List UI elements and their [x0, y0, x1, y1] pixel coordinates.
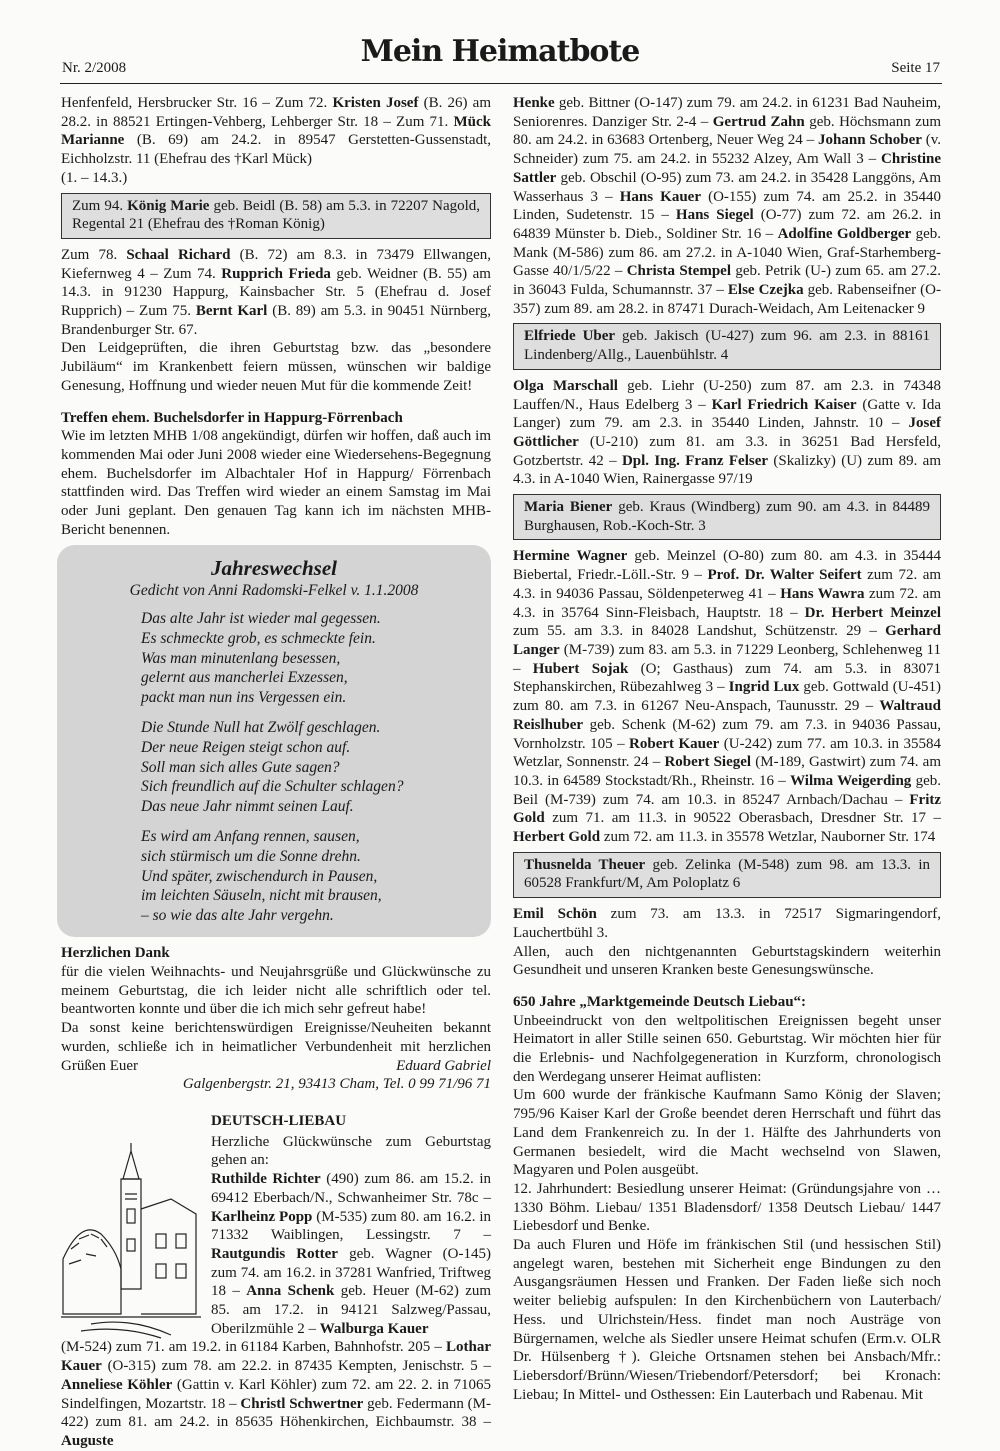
- highlight-box-uber: Elfriede Uber geb. Jakisch (U-427) zum 96. am 2.3. in 88161 Lindenberg/Allg., Lauenbühlstr. 4: [513, 323, 941, 369]
- header-rule: [60, 83, 942, 84]
- signature-name: Eduard Gabriel: [396, 1057, 491, 1074]
- highlight-box-biener: Maria Biener geb. Kraus (Windberg) zum 90. am 4.3. in 84489 Burghausen, Rob.-Koch-Str. 3: [513, 494, 941, 540]
- closing-paragraph: Da sonst keine berichtenswürdigen Ereignisse/Neuheiten bekannt wurden, schließe ich in heimatlicher Verbundenheit mit herzlichen Grüßen Euer: [61, 1020, 491, 1074]
- section-heading-deutsch-liebau: DEUTSCH-LIEBAU: [211, 1113, 347, 1130]
- wishes-paragraph: Den Leidgeprüften, die ihren Geburtstag bzw. das „besondere Jubiläum“ im Krankenbett feiern müssen, wünschen wir baldige Genesung, Hoffnung und wieder neuen Mut für die kommende Zeit!: [61, 340, 491, 394]
- birthday-list-continued: Henfenfeld, Hersbrucker Str. 16 – Zum 72. Kristen Josef (B. 26) am 28.2. in 88521 Ertingen-Vehberg, Lehberger Str. 18 – Zum 71. Mück Marianne (B. 69) am 24.2. in 89547 Gerstetten-Gussenstadt, Eichholzstr. 11 (Ehefrau des †Karl Mück) (1. – 14.3.): [61, 95, 492, 186]
- highlight-box-koenig: Zum 94. König Marie geb. Beidl (B. 58) am 5.3. in 72207 Nagold, Regental 21 (Ehefrau des †Roman König): [61, 193, 491, 239]
- anniversary-paragraph-4: Da auch Fluren und Höfe im fränkischen Stil (und hessischen Stil) angelegt waren, bestehen mit Sicherheit enge Bindungen zu den Ausgangsräumen Hessen und Franken. Der Faden ließe sich noch weiter beliebig aufspulen: In den Kirchenbüchern von Lauterbach/ Hess. und Ulrichstein/Hess. findet man noch Austräge von Bürgernamen, welche als Siedler unsere Heimat schufen (Erm.v. OLR Dr. Hülsenberg †). Gleiche Ortsnamen stehen bei Ansbach/Mfr.: Liebersdorf/Brünn/Wiesen/Triebendorf/Petersdorf; bei Kronach: Liebau; In Mittel- und Osthessen: Ein Lauterbach und Rabenau. Mit: [513, 1237, 941, 1403]
- deutsch-liebau-list: (M-524) zum 71. am 19.2. in 61184 Karben, Bahnhofstr. 205 – Lothar Kauer (O-315) zum 78. am 22.2. in 87435 Kempten, Jenischstr. 5 – Anneliese Köhler (Gattin v. Karl Köhler) zum 72. am 22. 2. in 71065 Sindelfingen, Mozartstr. 18 – Christl Schwertner geb. Federmann (M-422) zum 81. am 24.2. in 85635 Höhenkirchen, Eichbaumstr. 38 – Auguste: [61, 1339, 492, 1449]
- thanks-paragraph: für die vielen Weihnachts- und Neujahrsgrüße und Glückwünsche zu meinem Geburtstag, die ich leider nicht alle schriftlich oder tel. beantworten konnte und über die ich mich sehr gefreut habe!: [61, 964, 491, 1018]
- poem-title: Jahreswechsel: [211, 556, 337, 581]
- meeting-heading: Treffen ehem. Buchelsdorfer in Happurg-Förrenbach: [61, 409, 403, 426]
- left-column: [61, 94, 491, 1451]
- issue-number: Nr. 2/2008: [62, 60, 127, 76]
- anniversary-heading: 650 Jahre „Marktgemeinde Deutsch Liebau“:: [513, 993, 807, 1010]
- poem-stanza-3: Es wird am Anfang rennen, sausen, sich stürmisch um die Sonne drehn. Und später, zwischendurch in Pausen, im leichten Säuseln, nicht mit brausen, – so wie das alte Jahr vergehn.: [141, 828, 382, 924]
- highlight-box-theuer: Thusnelda Theuer geb. Zelinka (M-548) zum 98. am 13.3. in 60528 Frankfurt/M, Am Poloplatz 6: [513, 852, 941, 898]
- anniversary-paragraph-2: Um 600 wurde der fränkische Kaufmann Samo König der Slaven; 795/96 Kaiser Karl der Große beendet deren Herrschaft und führt das Land dem Frankenreich zu. In der 1. Hälfte des Jahrhunderts von Germanen besiedelt, wird die Macht wechselnd von Slawen, Magyaren und Polen ausgeübt.: [513, 1087, 941, 1179]
- birthday-list-march-c: Emil Schön zum 73. am 13.3. in 72517 Sigmaringendorf, Lauchertbühl 3.: [513, 906, 941, 941]
- church-sketch-illustration: [61, 1139, 201, 1339]
- signature-address: Galgenbergstr. 21, 93413 Cham, Tel. 0 99 71/96 71: [182, 1076, 491, 1093]
- poem-stanza-1: Das alte Jahr ist wieder mal gegessen. Es schmeckte grob, es schmeckte fein. Was man minutenlang besessen, gelernt aus mancherlei Exzessen, packt man nun ins Vergessen ein.: [141, 610, 381, 706]
- poem-subtitle: Gedicht von Anni Radomski-Felkel v. 1.1.2008: [129, 582, 419, 600]
- general-wishes: Allen, auch den nichtgenannten Geburtstagskindern weiterhin Gesundheit und unseren Kranken beste Genesungswünsche.: [513, 943, 941, 979]
- birthday-list-march: Zum 78. Schaal Richard (B. 72) am 8.3. in 73479 Ellwangen, Kiefernweg 4 – Zum 74. Rupprich Frieda geb. Weidner (B. 55) am 14.3. in 91230 Happurg, Kainsbacher Str. 5 (Ehefrau d. Josef Rupprich) – Zum 75. Bernt Karl (B. 89) am 5.3. in 90451 Nürnberg, Brandenburger Str. 67.: [61, 246, 492, 338]
- birthday-list-march-b: Hermine Wagner geb. Meinzel (O-80) zum 80. am 4.3. in 35444 Biebertal, Friedr.-Löll.-Str. 9 – Prof. Dr. Walter Seifert zum 72. am 4.3. in 94036 Passau, Söldenpeterweg 41 – Hans Wawra zum 72. am 4.3. in 35764 Sinn-Fleisbach, Hauptstr. 18 – Dr. Herbert Meinzel zum 55. am 3.3. in 84028 Landshut, Schützenstr. 29 – Gerhard Langer (M-739) zum 83. am 5.3. in 71229 Leonberg, Schlehenweg 11 – Hubert Sojak (O; Gasthaus) zum 74. am 5.3. in 83071 Stephanskirchen, Rübezahlweg 3 – Ingrid Lux geb. Gottwald (U-451) zum 80. am 7.3. in 61267 Neu-Anspach, Taunusstr. 29 – Waltraud Reislhuber geb. Schenk (M-62) zum 79. am 7.3. in 94036 Passau, Vornholzstr. 105 – Robert Kauer (U-242) zum 77. am 10.3. in 35584 Wetzlar, Sonnenstr. 24 – Robert Siegel (M-189, Gastwirt) zum 74. am 10.3. in 64589 Stockstadt/Rh., Rheinstr. 16 – Wilma Weigerding geb. Beil (M-739) zum 74. am 10.3. in 85247 Arnbach/Dachau – Fritz Gold zum 71. am 11.3. in 90522 Oberasbach, Dresdner Str. 17 – Herbert Gold zum 72. am 11.3. in 35578 Wetzlar, Nauborner Str. 174: [513, 548, 942, 846]
- page-number: Seite 17: [891, 60, 940, 76]
- anniversary-paragraph-3: 12. Jahrhundert: Besiedlung unserer Heimat: (Gründungsjahre von … 1330 Böhm. Liebau/ 1351 Bladensdorf/ 1358 Deutsch Liebau/ 1447 Liebesdorf und Benke.: [513, 1180, 941, 1235]
- anniversary-paragraph-1: Unbeeindruckt von den weltpolitischen Ereignissen begeht unser Heimatort in aller Stille seinen 650. Geburtstag. Wir möchten hier für die Erlebnis- und Nachfolgegeneration in Kurzform, chronologisch den Werdegang unserer Heimat auflisten:: [513, 1012, 941, 1085]
- thanks-heading: Herzlichen Dank: [61, 945, 170, 962]
- newspaper-title: Mein Heimatbote: [360, 34, 640, 69]
- right-column: [513, 94, 941, 1404]
- birthday-list-february: Henke geb. Bittner (O-147) zum 79. am 24.2. in 61231 Bad Nauheim, Seniorenres. Danziger Str. 2-4 – Gertrud Zahn geb. Höchsmann zum 80. am 24.2. in 63683 Ortenberg, Neuer Weg 24 – Johann Schober (v. Schneider) zum 75. am 24.2. in 55232 Alzey, Am Wall 3 – Christine Sattler geb. Obschil (O-95) zum 73. am 24.2. in 35428 Langgöns, Am Wasserhaus 3 – Hans Kauer (O-155) zum 74. am 25.2. in 35440 Linden, Sudetenstr. 15 – Hans Siegel (O-77) zum 72. am 26.2. in 64839 Münster b. Dieb., Soldiner Str. 16 – Adolfine Goldberger geb. Mank (M-586) zum 86. am 27.2. in A-1040 Wien, Graf-Starhemberg-Gasse 40/1/5/22 – Christa Stempel geb. Petrik (U-) zum 65. am 27.2. in 36043 Fulda, Schumannstr. 37 – Else Czejka geb. Rabenseifner (O-357) zum 89. am 28.2. in 87471 Durach-Weidach, Am Leitenacker 9: [513, 95, 942, 317]
- deutsch-liebau-intro: Herzliche Glückwünsche zum Geburtstag gehen an: Ruthilde Richter (490) zum 86. am 15.2. in 69412 Eberbach/N., Schwanheimer Str. 78c – Karlheinz Popp (M-535) zum 80. am 16.2. in 71332 Waiblingen, Lessingstr. 7 – Rautgundis Rotter geb. Wagner (O-145) zum 74. am 16.2. in 37281 Wanfried, Triftweg 18 – Anna Schenk geb. Heuer (M-62) zum 85. am 17.2. in 94121 Salzweg/Passau, Oberilzmühle 2 – Walburga Kauer: [211, 1133, 492, 1337]
- page-header: [60, 28, 940, 78]
- birthday-list-march-a: Olga Marschall geb. Liehr (U-250) zum 87. am 2.3. in 74348 Lauffen/N., Haus Edelberg 3 – Karl Friedrich Kaiser (Gatte v. Ida Langer) zum 79. am 2.3. in 35440 Linden, Jahnstr. 10 – Josef Göttlicher (U-210) zum 81. am 3.3. in 36251 Bad Hersfeld, Gotzbertstr. 42 – Dpl. Ing. Franz Felser (Skalizky) (U) zum 89. am 4.3. in A-1040 Wien, Rainergasse 97/19: [513, 377, 942, 488]
- poem-box: [57, 545, 491, 937]
- deutsch-liebau-section: [61, 1133, 491, 1451]
- meeting-paragraph: Wie im letzten MHB 1/08 angekündigt, dürfen wir hoffen, daß auch im kommenden Mai oder Juni 2008 wieder eine Wiedersehens-Begegnung ehem. Buchelsdorfer im Albachtaler Hof in Happurg/ Förrenbach stattfinden wird. Das Treffen wird wieder an einem Samstag im Mai oder Juni geplant. Den genauen Tag kann ich im nächsten MHB-Bericht benennen.: [61, 428, 491, 538]
- poem-stanza-2: Die Stunde Null hat Zwölf geschlagen. Der neue Reigen steigt schon auf. Soll man sich alles Gute sagen? Sich freundlich auf die Schulter schlagen? Das neue Jahr nimmt seinen Lauf.: [141, 719, 404, 815]
